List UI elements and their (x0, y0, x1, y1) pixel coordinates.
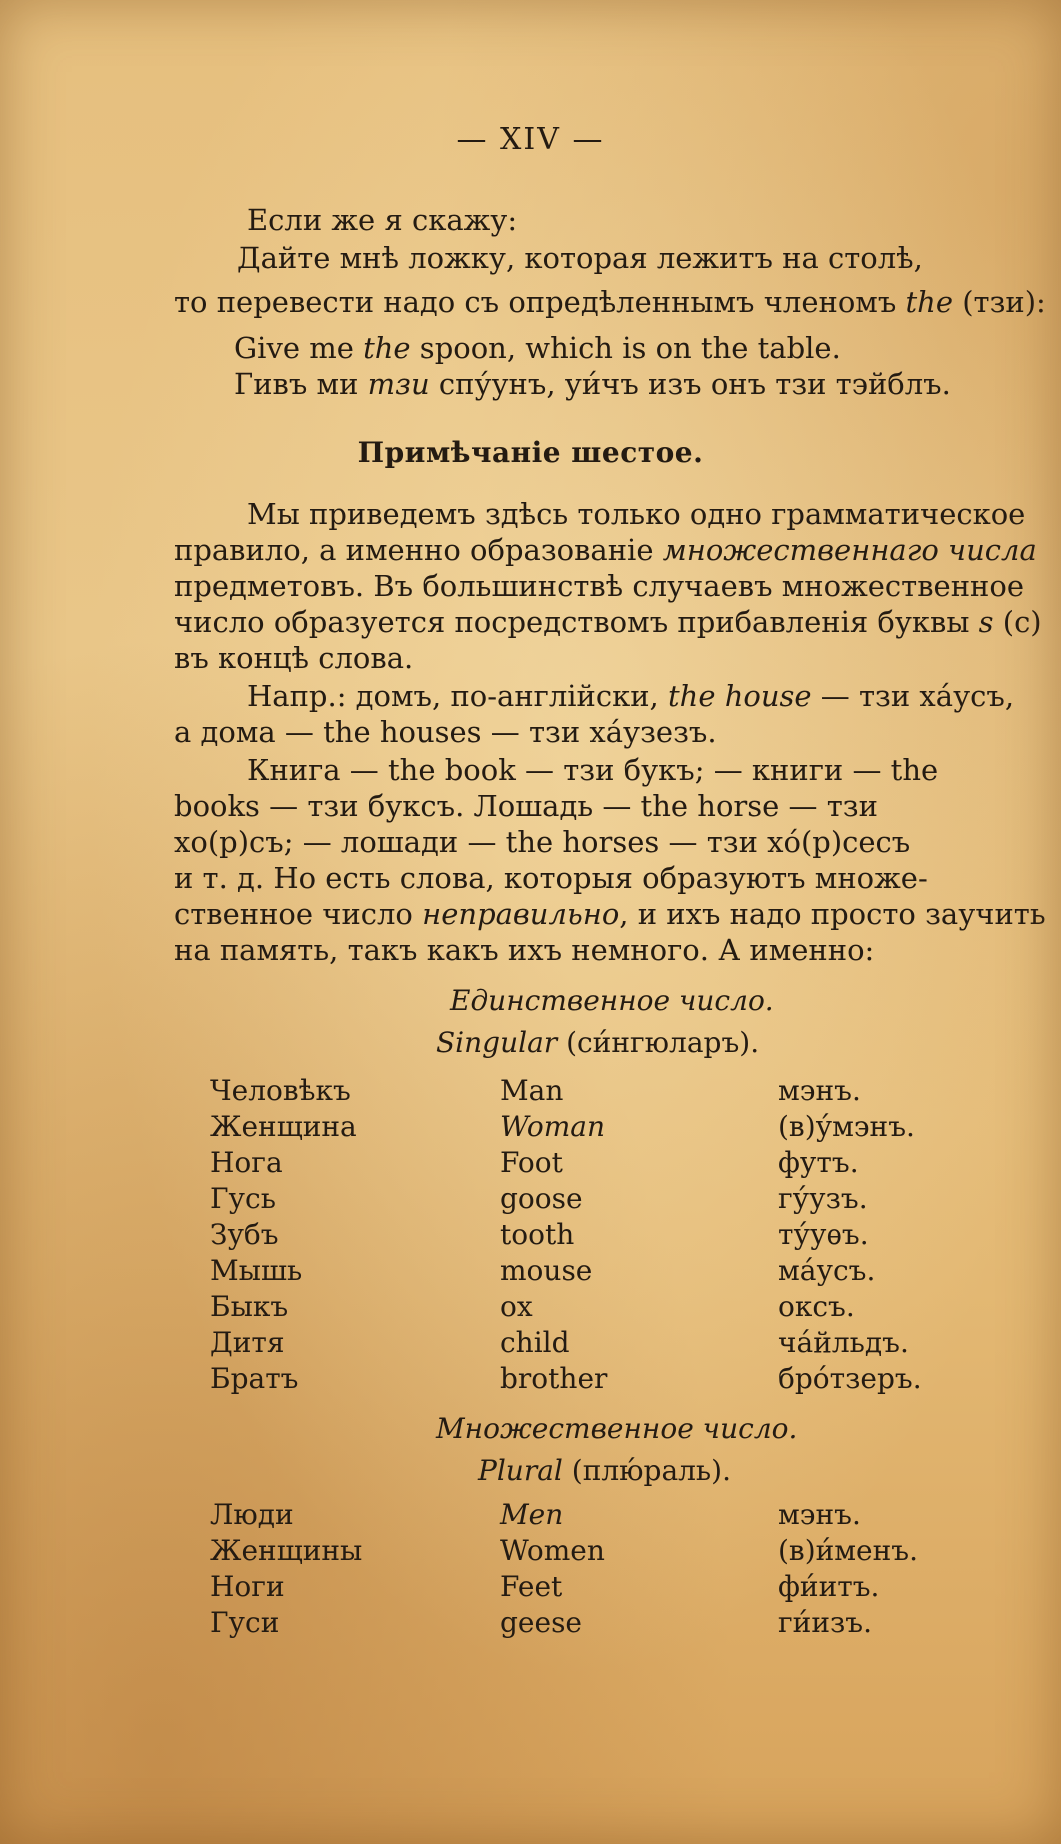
intro-line-5-end: спу́унъ, уи́чъ изъ онъ тзи тэйблъ. (429, 367, 951, 401)
para3-line-6: на память, такъ какъ ихъ немного. А именно: (174, 933, 875, 967)
singular-row-5-en: mouse (500, 1254, 593, 1287)
singular-row-7-pron: ча́йльдъ. (778, 1326, 909, 1359)
singular-row-2-en: Foot (500, 1146, 563, 1179)
singular-row-1-pron: (в)у́мэнъ. (778, 1110, 915, 1143)
plural-row-0-ru: Люди (210, 1498, 294, 1531)
intro-line-3-article: the (905, 285, 953, 319)
para1-line-4-text: число образуется посредствомъ прибавленія буквы (174, 605, 979, 639)
intro-line-3-text: то перевести надо съ опредѣленнымъ членомъ (174, 285, 906, 319)
singular-row-6-ru: Быкъ (210, 1290, 289, 1323)
para2-line-2: а дома — the houses — тзи ха́узезъ. (174, 715, 717, 749)
plural-row-1-ru: Женщины (210, 1534, 363, 1567)
plural-row-2-ru: Ноги (210, 1570, 285, 1603)
para1-line-1: Мы приведемъ здѣсь только одно грамматическое (247, 497, 1026, 531)
intro-line-4-end: spoon, which is on the table. (410, 331, 841, 365)
singular-row-8-en: brother (500, 1362, 608, 1395)
plural-subtitle-en: Plural (478, 1454, 563, 1487)
para1-line-2-term: множественнаго числа (662, 533, 1037, 567)
para3-line-5-text: ственное число (174, 897, 423, 931)
singular-row-6-en: ox (500, 1290, 533, 1323)
plural-row-0-en: Men (500, 1498, 564, 1531)
section-heading: Примѣчаніе шестое. (357, 436, 704, 469)
plural-row-3-en: geese (500, 1606, 583, 1639)
plural-row-2-pron: фи́итъ. (778, 1570, 880, 1603)
singular-row-3-pron: гу́узъ. (778, 1182, 868, 1215)
intro-line-5-text: Гивъ ми (234, 367, 368, 401)
intro-line-4 (234, 330, 841, 366)
para1-line-4 (174, 604, 1042, 640)
para1-line-2-text: правило, а именно образованіе (174, 533, 663, 567)
intro-line-3 (174, 284, 1046, 320)
plural-row-3-ru: Гуси (210, 1606, 280, 1639)
para3-line-2: books — тзи буксъ. Лошадь — the horse — тзи (174, 789, 878, 823)
singular-row-7-en: child (500, 1326, 570, 1359)
para1-line-3: предметовъ. Въ большинствѣ случаевъ множественное (174, 569, 1024, 603)
para2-line-1 (247, 678, 1014, 714)
singular-row-2-pron: футъ. (778, 1146, 859, 1179)
plural-row-2-en: Feet (500, 1570, 563, 1603)
singular-row-4-en: tooth (500, 1218, 575, 1251)
singular-row-7-ru: Дитя (210, 1326, 285, 1359)
plural-row-1-en: Women (500, 1534, 605, 1567)
para1-line-4-letter: s (978, 605, 994, 639)
para3-line-5 (174, 896, 1046, 932)
singular-row-3-ru: Гусь (210, 1182, 276, 1215)
plural-subtitle-pron: (плю́раль). (562, 1454, 731, 1487)
singular-row-8-pron: бро́тзеръ. (778, 1362, 922, 1395)
singular-row-1-en: Woman (500, 1110, 606, 1143)
para1-line-5: въ концѣ слова. (174, 641, 414, 675)
para3-line-5-end: , и ихъ надо просто заучить (619, 897, 1046, 931)
singular-row-3-en: goose (500, 1182, 583, 1215)
singular-row-8-ru: Братъ (210, 1362, 299, 1395)
para2-line-1-text: Напр.: домъ, по-англійски, (247, 679, 668, 713)
singular-row-0-pron: мэнъ. (778, 1074, 861, 1107)
singular-row-5-pron: ма́усъ. (778, 1254, 876, 1287)
para1-line-2 (174, 532, 1037, 568)
para2-line-1-example: the house (668, 679, 812, 713)
para3-line-3: хо(р)съ; — лошади — the horses — тзи хо́(р)сесъ (174, 825, 911, 859)
plural-title: Множественное число. (436, 1412, 798, 1445)
singular-title: Единственное число. (450, 984, 774, 1017)
singular-subtitle (436, 1026, 759, 1059)
singular-row-0-en: Man (500, 1074, 564, 1107)
intro-line-5-article: тзи (367, 367, 430, 401)
singular-row-6-pron: оксъ. (778, 1290, 855, 1323)
intro-line-5 (234, 366, 951, 402)
plural-subtitle (478, 1454, 731, 1487)
singular-subtitle-en: Singular (436, 1026, 558, 1059)
singular-row-0-ru: Человѣкъ (210, 1074, 351, 1107)
intro-line-4-text: Give me (234, 331, 364, 365)
para3-line-1: Книга — the book — тзи букъ; — книги — the (247, 753, 939, 787)
plural-row-0-pron: мэнъ. (778, 1498, 861, 1531)
singular-row-2-ru: Нога (210, 1146, 283, 1179)
intro-line-3-end: (тзи): (953, 285, 1046, 319)
singular-row-1-ru: Женщина (210, 1110, 357, 1143)
singular-row-5-ru: Мышь (210, 1254, 303, 1287)
para3-line-5-term: неправильно (422, 897, 620, 931)
singular-row-4-ru: Зубъ (210, 1218, 279, 1251)
para2-line-1-end: — тзи ха́усъ, (811, 679, 1015, 713)
para1-line-4-end: (с) (993, 605, 1042, 639)
page-number: — XIV — (456, 122, 605, 157)
intro-line-4-article: the (363, 331, 411, 365)
singular-subtitle-pron: (си́нгюларъ). (557, 1026, 760, 1059)
plural-row-3-pron: ги́изъ. (778, 1606, 872, 1639)
singular-row-4-pron: ту́уѳъ. (778, 1218, 869, 1251)
intro-line-2: Дайте мнѣ ложку, которая лежитъ на столѣ, (237, 241, 923, 275)
para3-line-4: и т. д. Но есть слова, которыя образуютъ множе- (174, 861, 928, 895)
intro-line-1: Если же я скажу: (247, 203, 518, 237)
plural-row-1-pron: (в)и́менъ. (778, 1534, 918, 1567)
